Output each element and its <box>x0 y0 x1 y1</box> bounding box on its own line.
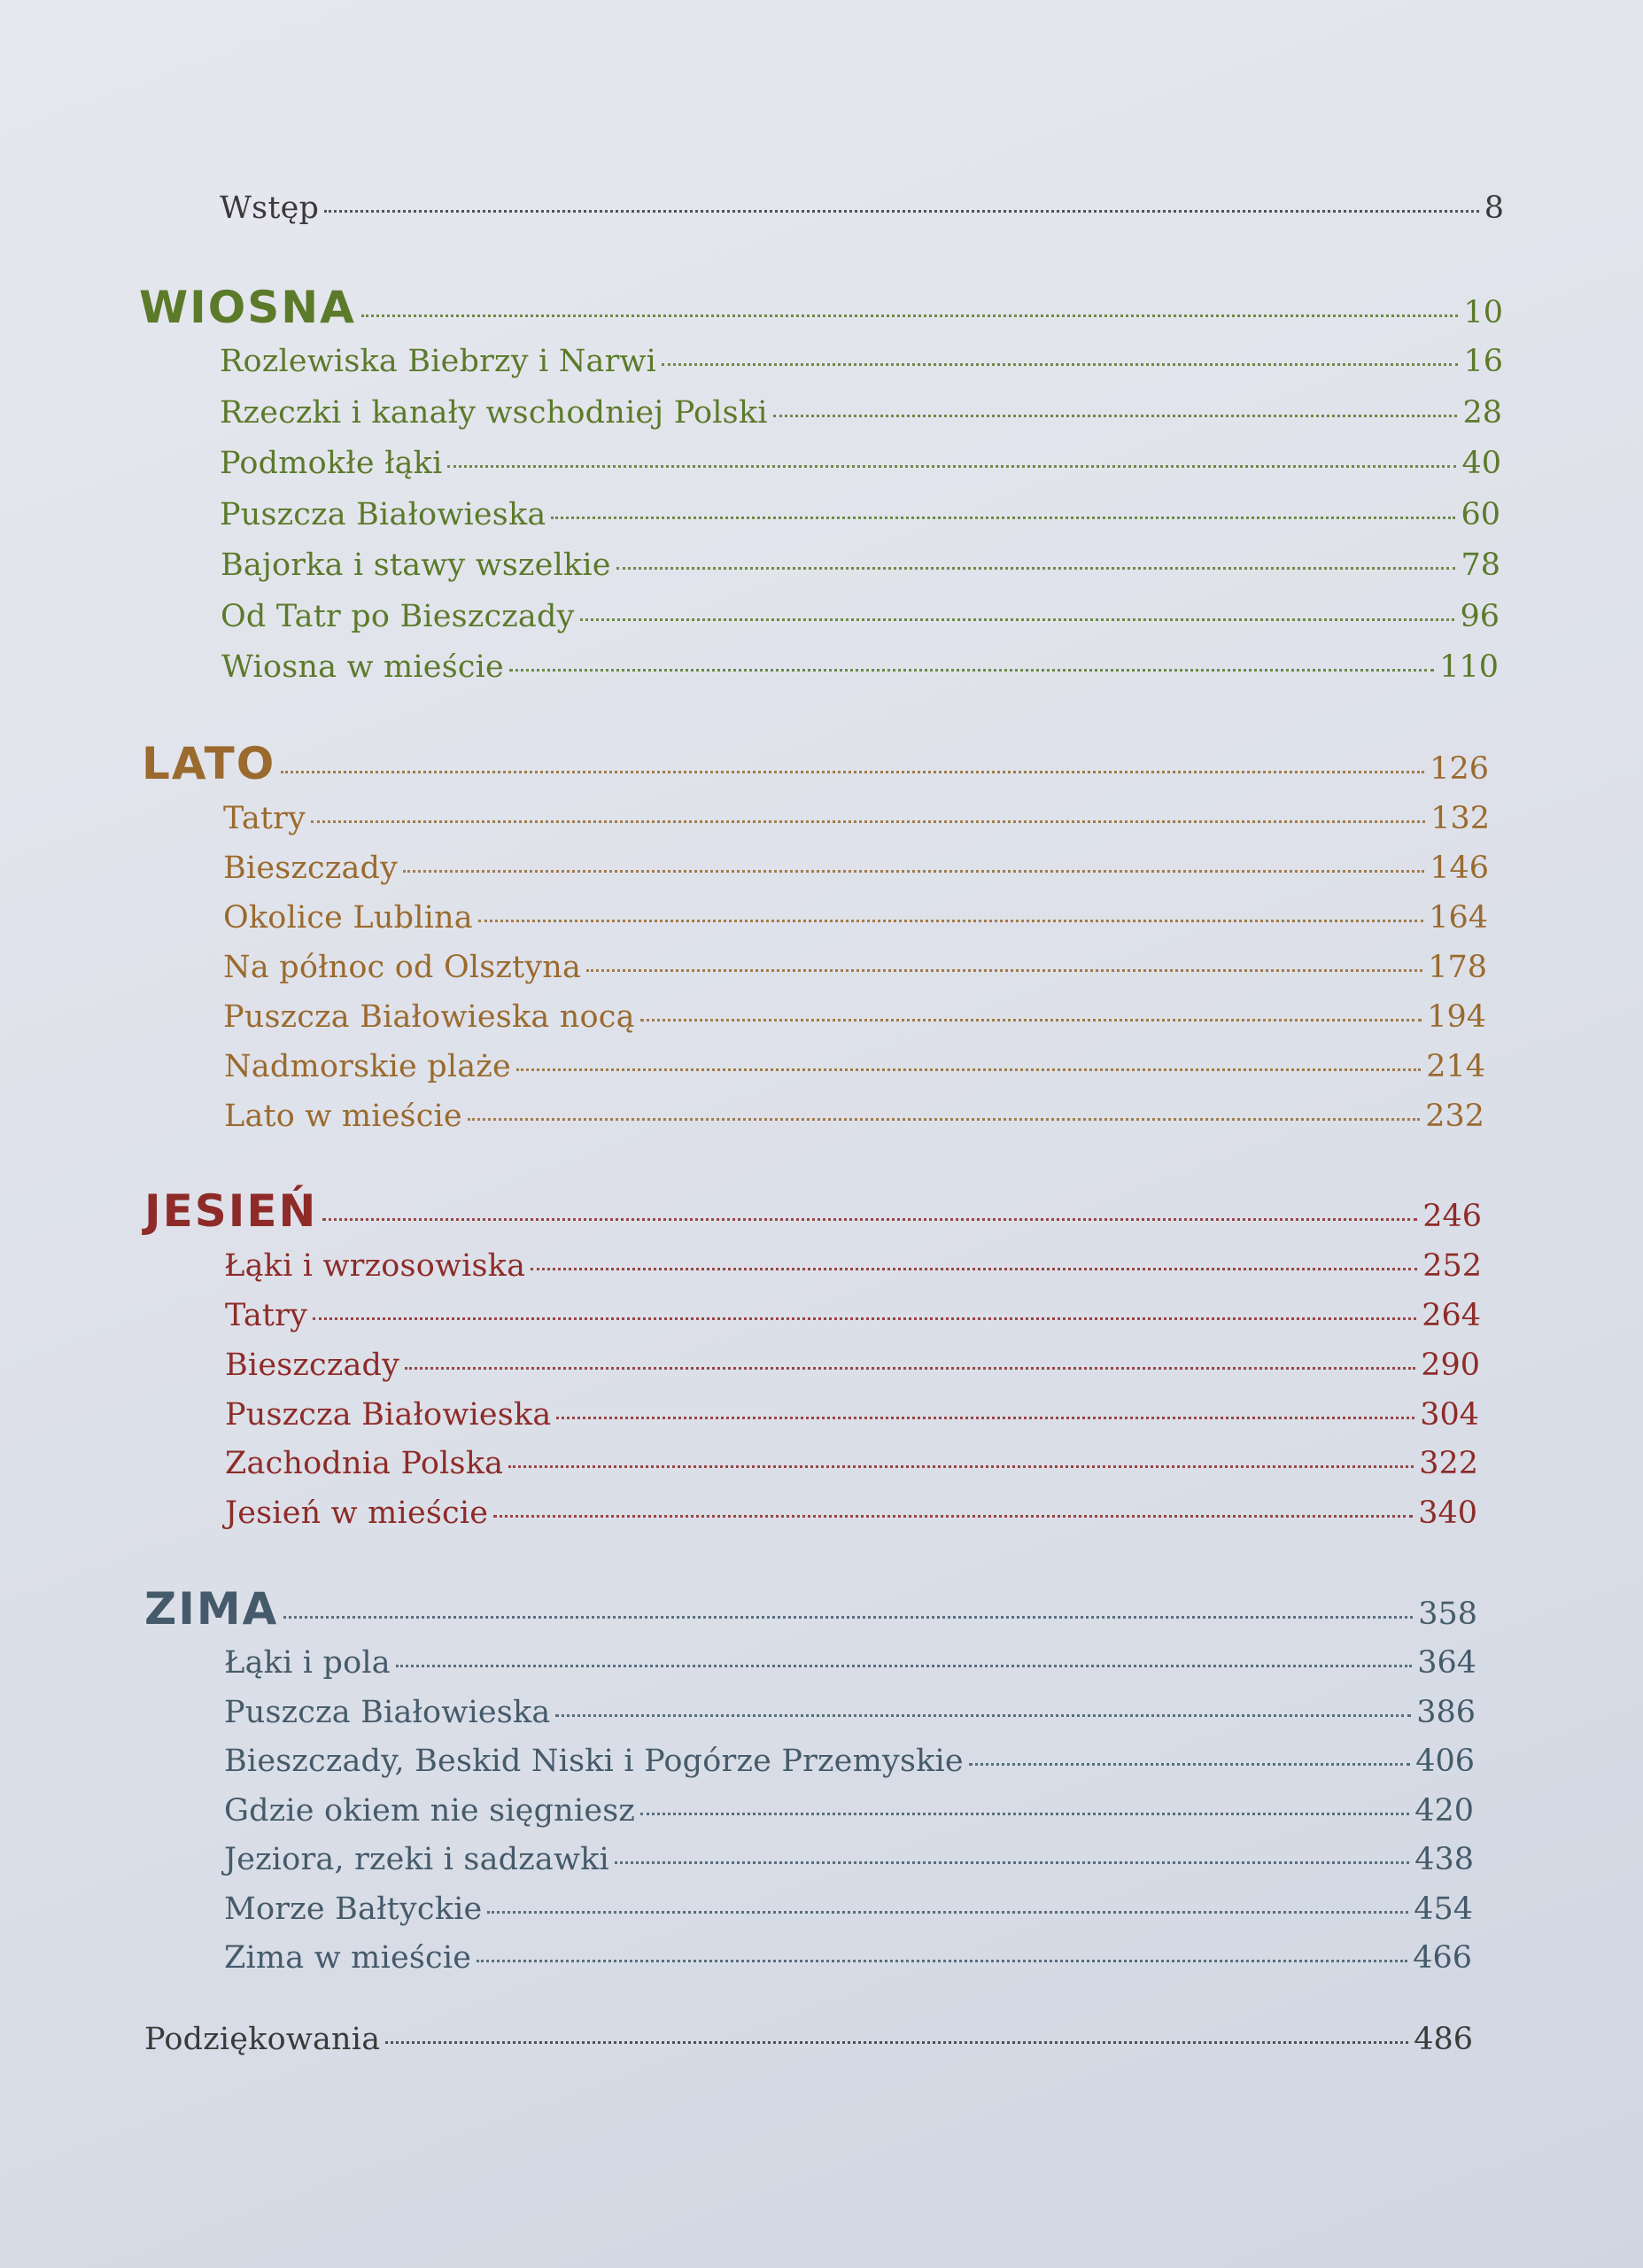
leader-dots <box>487 1911 1408 1914</box>
entry-page: 454 <box>1414 1891 1473 1927</box>
entry-title: Wiosna w mieście <box>221 649 504 685</box>
entry-page: 364 <box>1417 1645 1476 1681</box>
entry-title: Nadmorskie plaże <box>224 1049 511 1084</box>
toc-entry <box>220 497 1500 547</box>
entry-page: 438 <box>1414 1842 1474 1877</box>
leader-dots <box>283 1616 1413 1619</box>
section-heading-row <box>139 282 1503 331</box>
entry-page: 340 <box>1418 1495 1477 1531</box>
toc-intro-row <box>220 190 1504 240</box>
leader-dots <box>477 1960 1407 1962</box>
entry-title: Zima w mieście <box>224 1940 472 1976</box>
entry-page: 252 <box>1422 1248 1482 1284</box>
toc-entry <box>221 599 1500 649</box>
toc-entry <box>221 548 1500 597</box>
leader-dots <box>281 771 1424 773</box>
entry-page: 178 <box>1428 950 1487 985</box>
section-page: 126 <box>1430 751 1489 787</box>
entry-page: 466 <box>1413 1940 1472 1976</box>
entry-title: Puszcza Białowieska <box>224 1695 551 1730</box>
entry-page: 386 <box>1416 1695 1476 1730</box>
leader-dots <box>516 1068 1421 1071</box>
leader-dots <box>493 1515 1413 1518</box>
toc-entry <box>224 1099 1484 1148</box>
entry-page: 146 <box>1430 850 1489 886</box>
section-heading-zima: ZIMA <box>144 1583 279 1635</box>
toc-entry <box>221 649 1499 699</box>
entry-title: Jesień w mieście <box>225 1495 489 1531</box>
entry-title: Od Tatr po Bieszczady <box>221 599 575 634</box>
entry-page: 406 <box>1415 1744 1475 1779</box>
entry-title: Tatry <box>223 801 306 836</box>
leader-dots <box>322 1218 1417 1221</box>
leader-dots <box>556 1417 1414 1419</box>
leader-dots <box>324 210 1479 213</box>
section-page: 10 <box>1463 295 1503 330</box>
entry-page: 78 <box>1461 548 1500 583</box>
entry-title: Lato w mieście <box>224 1099 462 1134</box>
entry-title: Bieszczady, Beskid Niski i Pogórze Przemyskie <box>224 1744 964 1779</box>
entry-title: Bieszczady <box>223 850 399 886</box>
leader-dots <box>396 1665 1412 1667</box>
entry-title: Puszcza Białowieska <box>220 497 546 532</box>
toc-entry <box>225 1348 1480 1397</box>
entry-title: Tatry <box>225 1298 308 1333</box>
toc-entry <box>224 1940 1472 1990</box>
section-heading-row <box>142 738 1489 788</box>
section-heading-wiosna: WIOSNA <box>139 282 356 333</box>
entry-page: 164 <box>1429 900 1488 936</box>
entry-page: 60 <box>1461 497 1500 532</box>
toc-intro-title: Wstęp <box>220 190 320 226</box>
entry-title: Łąki i wrzosowiska <box>224 1248 526 1284</box>
section-page: 358 <box>1418 1596 1477 1632</box>
leader-dots <box>531 1268 1417 1270</box>
entry-page: 214 <box>1426 1049 1485 1084</box>
leader-dots <box>969 1763 1410 1766</box>
leader-dots <box>551 517 1455 519</box>
entry-page: 264 <box>1422 1298 1481 1333</box>
leader-dots <box>580 618 1455 621</box>
entry-title: Gdzie okiem nie sięgniesz <box>224 1793 636 1829</box>
toc-entry <box>224 1842 1474 1891</box>
leader-dots <box>662 363 1458 366</box>
entry-title: Podmokłe łąki <box>220 446 443 481</box>
leader-dots <box>508 1465 1414 1468</box>
entry-page: 194 <box>1427 999 1486 1035</box>
toc-entry <box>224 1695 1476 1744</box>
entry-page: 28 <box>1462 395 1502 431</box>
toc-entry <box>223 950 1487 999</box>
toc-entry <box>225 1397 1479 1447</box>
leader-dots <box>509 669 1434 672</box>
leader-dots <box>640 1019 1422 1021</box>
toc-entry <box>220 446 1501 495</box>
entry-page: 322 <box>1419 1446 1478 1481</box>
leader-dots <box>615 1861 1409 1864</box>
leader-dots <box>640 1813 1409 1815</box>
leader-dots <box>773 415 1458 417</box>
toc-entry <box>223 900 1488 950</box>
toc-outro-title: Podziękowania <box>144 2022 381 2057</box>
leader-dots <box>468 1118 1420 1121</box>
toc-intro-page: 8 <box>1484 190 1504 226</box>
toc-outro-page: 486 <box>1414 2022 1473 2057</box>
entry-title: Bajorka i stawy wszelkie <box>221 548 611 583</box>
toc-entry <box>220 395 1502 445</box>
leader-dots <box>313 1317 1416 1320</box>
leader-dots <box>311 820 1425 823</box>
toc-entry <box>224 1793 1474 1843</box>
entry-page: 132 <box>1430 801 1490 836</box>
entry-title: Rzeczki i kanały wschodniej Polski <box>220 395 768 431</box>
section-heading-lato: LATO <box>142 738 276 789</box>
entry-title: Bieszczady <box>225 1348 400 1383</box>
leader-dots <box>361 315 1459 317</box>
entry-title: Zachodnia Polska <box>225 1446 504 1481</box>
toc-entry <box>224 1891 1473 1941</box>
entry-title: Rozlewiska Biebrzy i Narwi <box>220 344 657 379</box>
entry-title: Łąki i pola <box>224 1645 391 1681</box>
entry-title: Morze Bałtyckie <box>224 1891 483 1927</box>
toc-entry <box>224 1049 1485 1099</box>
entry-title: Puszcza Białowieska nocą <box>223 999 635 1035</box>
leader-dots <box>616 567 1456 570</box>
entry-title: Na północ od Olsztyna <box>223 950 582 985</box>
entry-page: 96 <box>1460 599 1500 634</box>
toc-entry <box>224 1248 1482 1298</box>
toc-entry <box>224 1645 1476 1695</box>
section-heading-row <box>144 1185 1482 1235</box>
entry-page: 40 <box>1461 446 1501 481</box>
leader-dots <box>447 465 1456 468</box>
toc-entry <box>220 344 1503 393</box>
leader-dots <box>403 870 1424 873</box>
toc-entry <box>225 1495 1477 1545</box>
entry-page: 110 <box>1439 649 1499 685</box>
toc-entry <box>224 1744 1475 1793</box>
entry-title: Jeziora, rzeki i sadzawki <box>224 1842 609 1877</box>
toc-entry <box>225 1446 1478 1495</box>
toc-entry <box>225 1298 1481 1348</box>
entry-page: 16 <box>1463 344 1503 379</box>
leader-dots <box>586 969 1422 972</box>
entry-title: Puszcza Białowieska <box>225 1397 552 1433</box>
section-page: 246 <box>1422 1199 1482 1234</box>
toc-outro-row <box>144 2022 1473 2071</box>
toc-entry <box>223 999 1486 1049</box>
toc-entry <box>223 801 1490 850</box>
entry-page: 420 <box>1414 1793 1474 1829</box>
leader-dots <box>405 1367 1415 1370</box>
leader-dots <box>385 2041 1408 2044</box>
leader-dots <box>555 1714 1411 1717</box>
entry-page: 232 <box>1425 1099 1484 1134</box>
entry-title: Okolice Lublina <box>223 900 473 936</box>
entry-page: 290 <box>1421 1348 1480 1383</box>
section-heading-jesien: JESIEŃ <box>144 1185 318 1237</box>
leader-dots <box>478 920 1423 922</box>
section-heading-row <box>144 1583 1477 1633</box>
toc-entry <box>223 850 1489 900</box>
entry-page: 304 <box>1420 1397 1479 1433</box>
